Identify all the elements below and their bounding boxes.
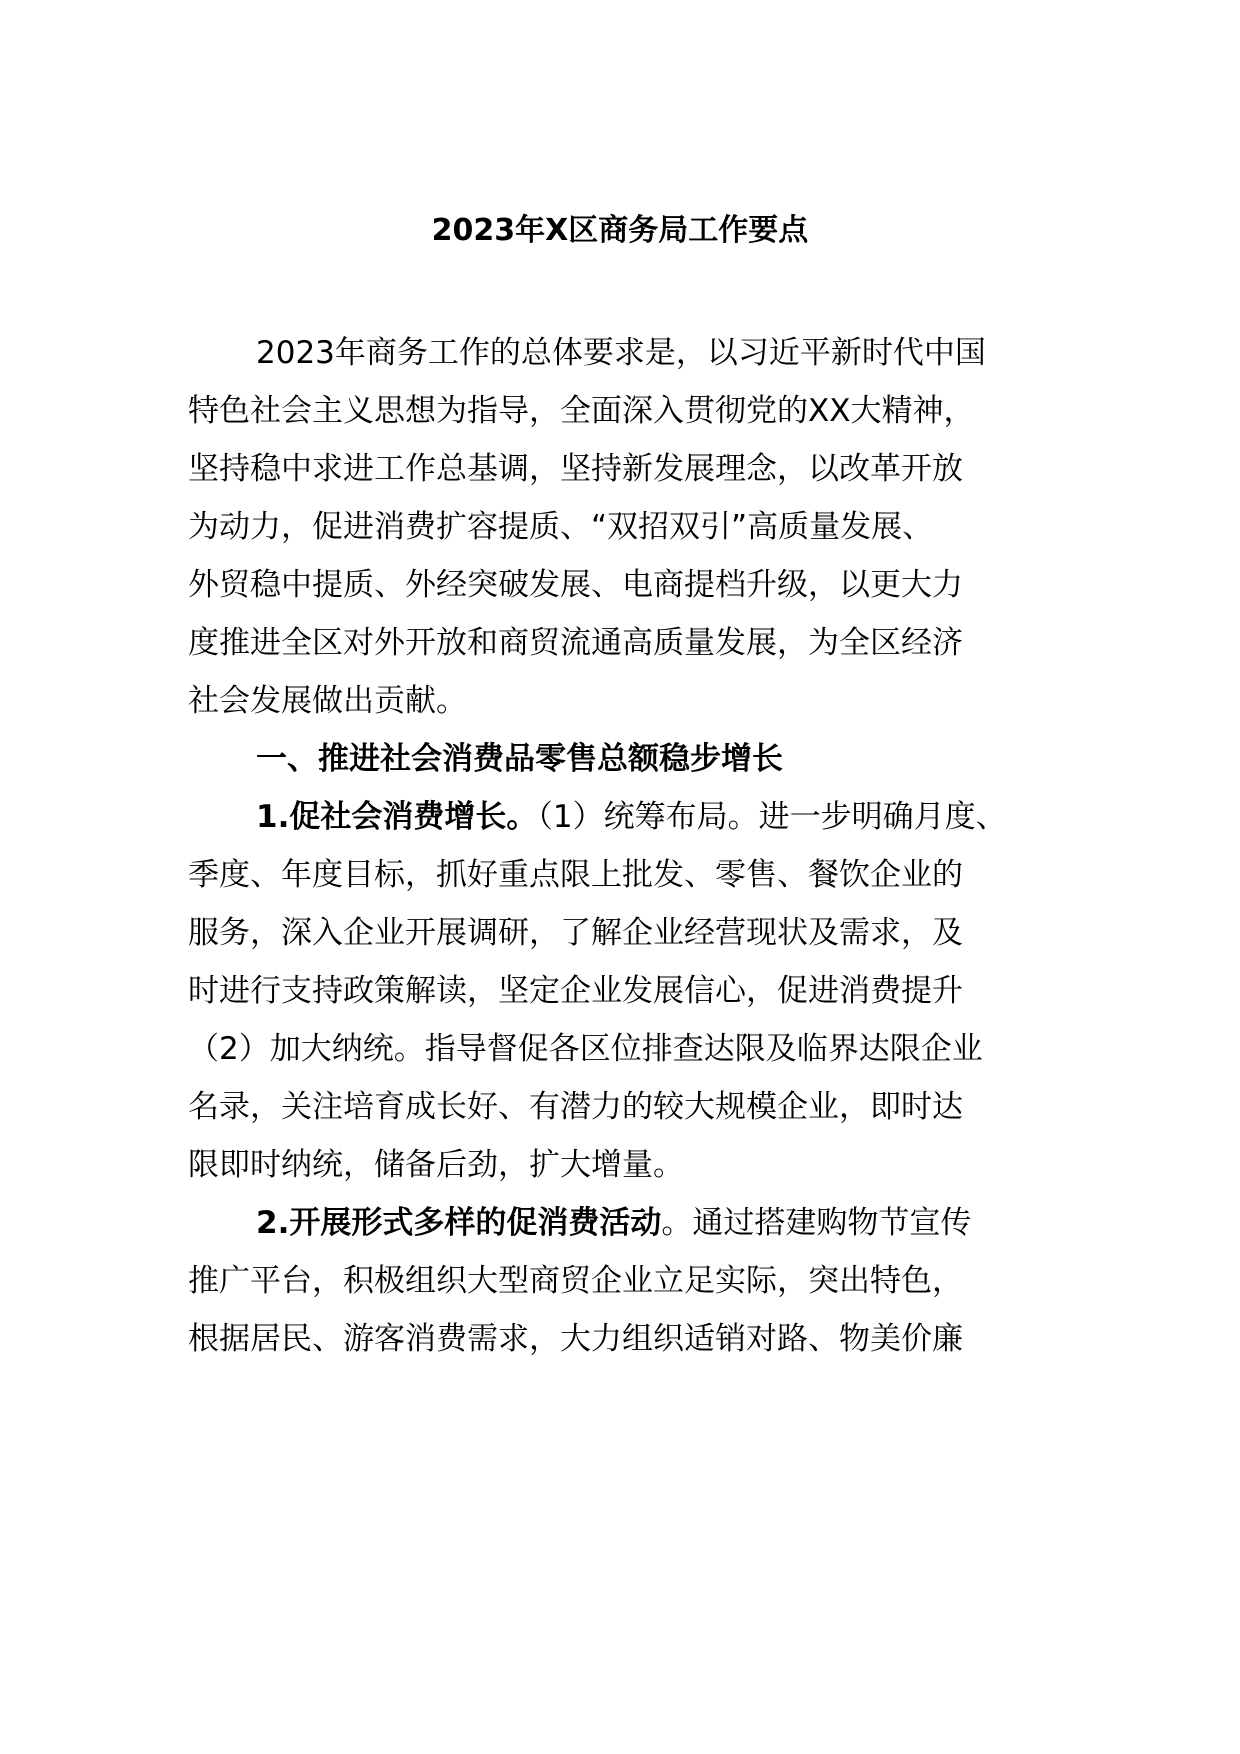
item1-line-2: 季度、年度目标，抓好重点限上批发、零售、餐饮企业的 [188,857,963,893]
item2-line-3: 根据居民、游客消费需求，大力组织适销对路、物美价廉 [188,1321,963,1357]
intro-line-4: 为动力，促进消费扩容提质、“双招双引”高质量发展、 [188,509,934,545]
intro-line-7: 社会发展做出贡献。 [188,683,467,719]
item1-line-3: 服务，深入企业开展调研，了解企业经营现状及需求，及 [188,915,963,951]
intro-line-5: 外贸稳中提质、外经突破发展、电商提档升级，以更大力 [188,567,963,603]
item1-first-line [256,795,1007,839]
item1-line-5: （2）加大纳统。指导督促各区位排查达限及临界达限企业 [188,1031,983,1067]
intro-line-3: 坚持稳中求进工作总基调，坚持新发展理念，以改革开放 [188,451,963,487]
item2-first-line-text: 。通过搭建购物节宣传 [661,1205,972,1241]
item1-line-6: 名录，关注培育成长好、有潜力的较大规模企业，即时达 [188,1089,963,1125]
item2-first-line [256,1201,971,1245]
intro-line-1: 2023年商务工作的总体要求是，以习近平新时代中国 [256,335,986,371]
item1-line-4: 时进行支持政策解读，坚定企业发展信心，促进消费提升 [188,973,963,1009]
section-heading-1: 一、推进社会消费品零售总额稳步增长 [256,741,783,777]
intro-line-6: 度推进全区对外开放和商贸流通高质量发展，为全区经济 [188,625,963,661]
item1-first-line-text: （1）统筹布局。进一步明确月度、 [537,799,1007,835]
intro-line-2: 特色社会主义思想为指导，全面深入贯彻党的XX大精神， [188,393,975,429]
item2-line-2: 推广平台，积极组织大型商贸企业立足实际，突出特色， [188,1263,963,1299]
item1-heading: 1.促社会消费增长。 [256,799,538,835]
item2-heading: 2.开展形式多样的促消费活动 [256,1205,662,1241]
item1-line-7: 限即时纳统，储备后劲，扩大增量。 [188,1147,684,1183]
document-title: 2023年X区商务局工作要点 [431,213,809,248]
